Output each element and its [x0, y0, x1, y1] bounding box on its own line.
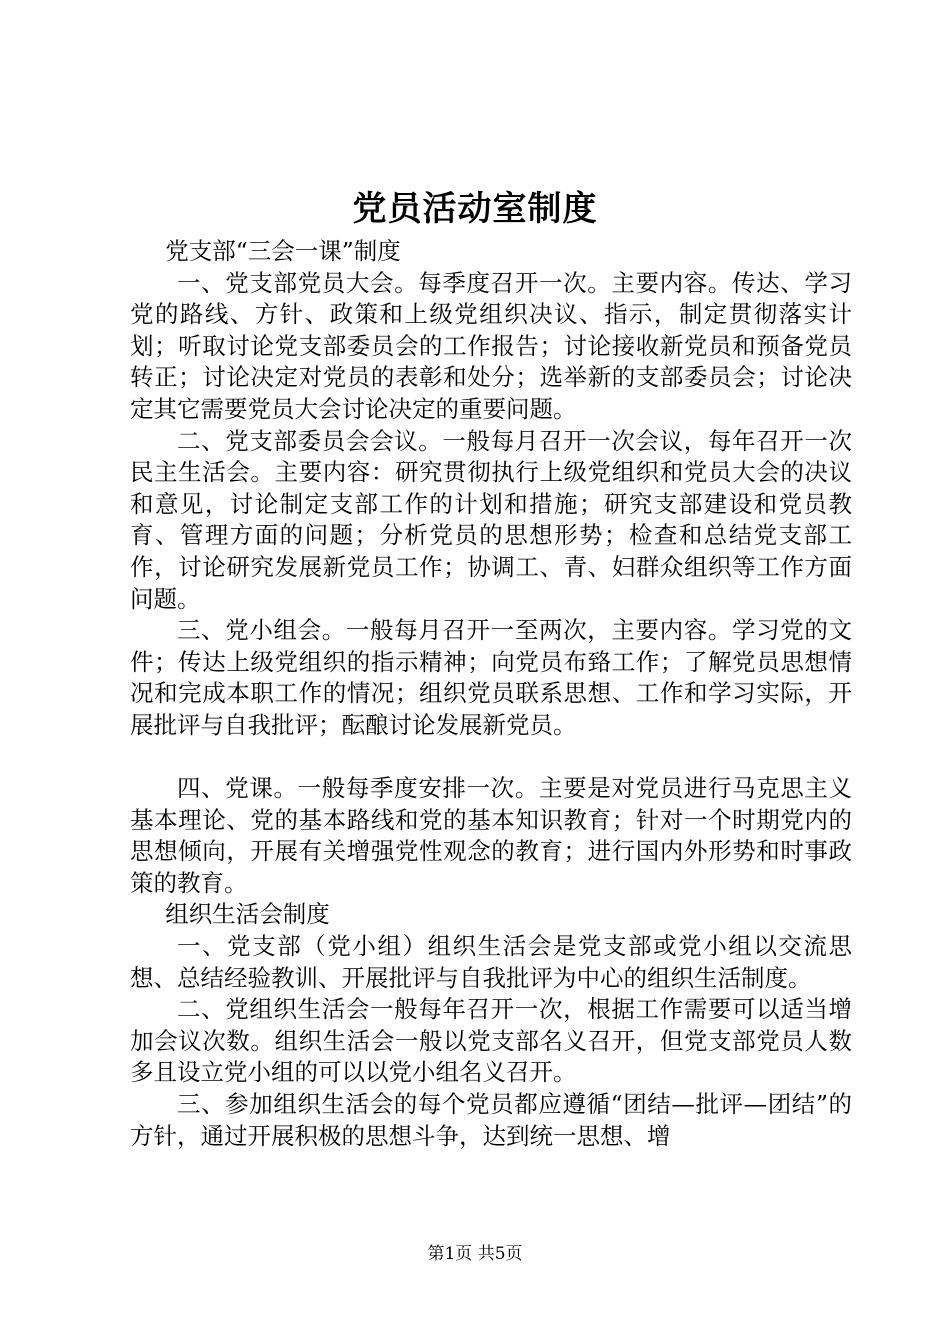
document-body: [130, 236, 852, 1152]
paragraph-org-life-frequency: 二、党组织生活会一般每年召开一次，根据工作需要可以适当增加会议次数。组织生活会一般以党支部名义召开，但党支部党员人数多且设立党小组的可以以党小组名义召开。: [130, 995, 852, 1087]
paragraph-org-life-definition: 一、党支部（党小组）组织生活会是党支部或党小组以交流思想、总结经验教训、开展批评与自我批评为中心的组织生活制度。: [130, 932, 852, 992]
section-heading-three-meetings: 党支部“三会一课”制度: [165, 237, 401, 265]
paragraph-org-life-principle: 三、参加组织生活会的每个党员都应遵循“团结—批评—团结”的方针，通过开展积极的思想斗争，达到统一思想、增: [130, 1090, 852, 1150]
paragraph-party-group-meeting: 三、党小组会。一般每月召开一至两次，主要内容。学习党的文件；传达上级党组织的指示精神；向党员布臵工作；了解党员思想情况和完成本职工作的情况；组织党员联系思想、工作和学习实际，开展批评与自我批评；酝酿讨论发展新党员。: [130, 616, 852, 739]
paragraph-party-lecture: 四、党课。一般每季度安排一次。主要是对党员进行马克思主义基本理论、党的基本路线和党的基本知识教育；针对一个时期党内的思想倾向，开展有关增强党性观念的教育；进行国内外形势和时事政策的教育。: [130, 774, 852, 897]
section-heading-organizational-life: 组织生活会制度: [165, 900, 330, 929]
paragraph-committee-meeting: 二、党支部委员会会议。一般每月召开一次会议，每年召开一次民主生活会。主要内容：研究贯彻执行上级党组织和党员大会的决议和意见，讨论制定支部工作的计划和措施；研究支部建设和党员教育、管理方面的问题；分析党员的思想形势；检查和总结党支部工作，讨论研究发展新党员工作；协调工、青、妇群众组织等工作方面问题。: [130, 426, 852, 613]
document-title: 党员活动室制度: [352, 189, 598, 229]
page-number-footer: 第1页 共5页: [427, 1244, 523, 1264]
paragraph-party-member-meeting: 一、党支部党员大会。每季度召开一次。主要内容。传达、学习党的路线、方针、政策和上级党组织决议、指示，制定贯彻落实计划；听取讨论党支部委员会的工作报告；讨论接收新党员和预备党员转正；讨论决定对党员的表彰和处分；选举新的支部委员会；讨论决定其它需要党员大会讨论决定的重要问题。: [130, 268, 852, 423]
